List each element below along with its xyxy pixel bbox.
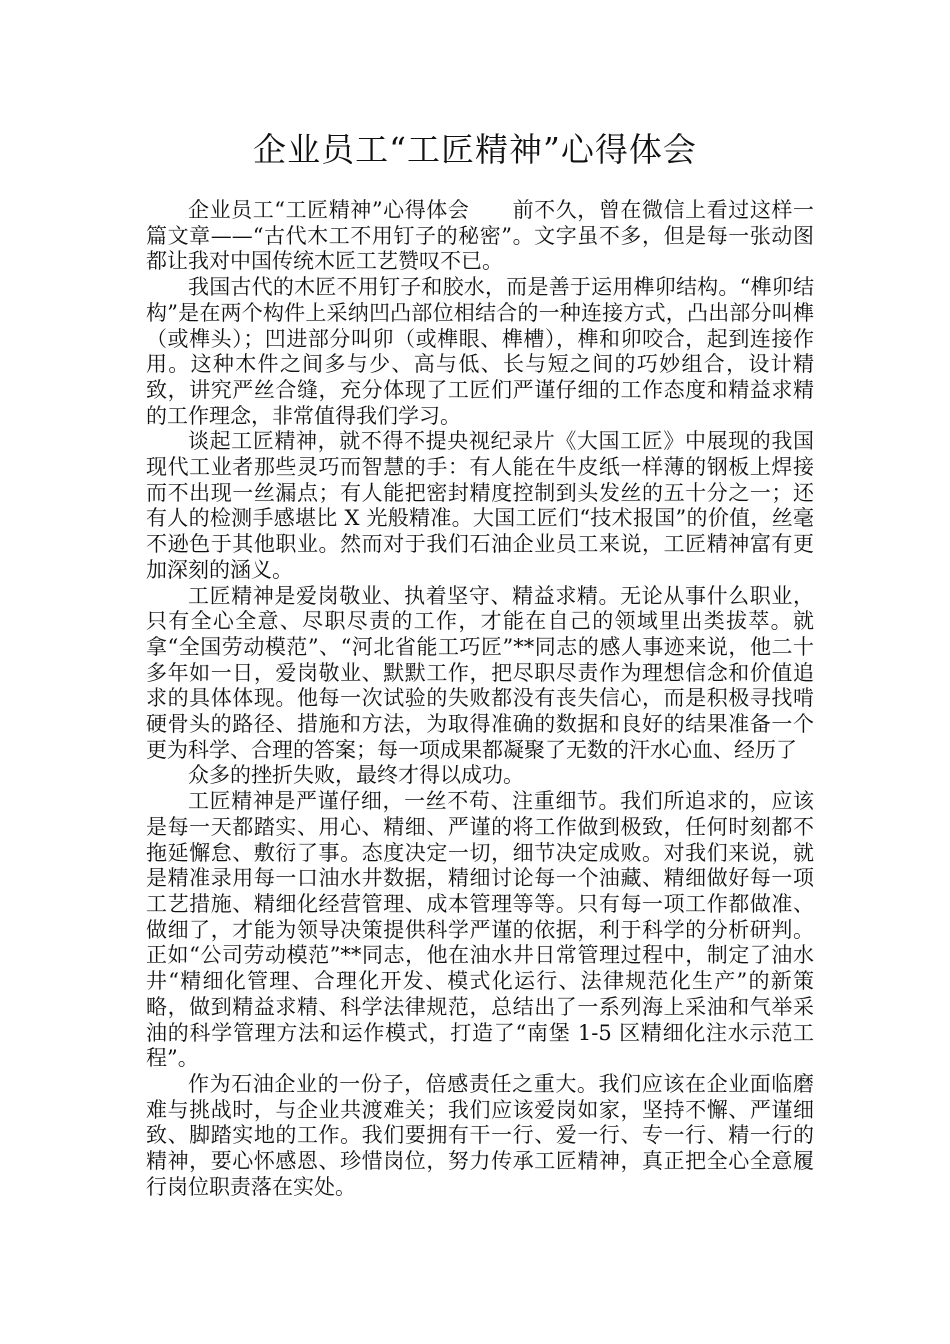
paragraph-3: 谈起工匠精神，就不得不提央视纪录片《大国工匠》中展现的我国现代工业者那些灵巧而智慧的手：有人能在牛皮纸一样薄的钢板上焊接而不出现一丝漏点；有人能把密封精度控制到头发丝的五十分之一；还有人的检测手感堪比 X 光般精准。大国工匠们“技术报国”的价值，丝毫不逊色于其他职业。然而对于我们石油企业员工来说，工匠精神富有更加深刻的涵义。 — [146, 429, 814, 582]
paragraph-5: 众多的挫折失败，最终才得以成功。 — [188, 763, 524, 788]
paragraph-4: 工匠精神是爱岗敬业、执着坚守、精益求精。无论从事什么职业，只有全心全意、尽职尽责的工作，才能在自己的领域里出类拔萃。就拿“全国劳动模范”、“河北省能工巧匠”**同志的感人事迹来说，他二十多年如一日，爱岗敬业、默默工作，把尽职尽责作为理想信念和价值追求的具体体现。他每一次试验的失败都没有丧失信心，而是积极寻找啃硬骨头的路径、措施和方法，为取得准确的数据和良好的结果准备一个更为科学、合理的答案；每一项成果都凝聚了无数的汗水心血、经历了 — [146, 583, 814, 762]
document-title: 企业员工“工匠精神”心得体会 — [253, 130, 697, 169]
paragraph-1: 企业员工“工匠精神”心得体会 前不久，曾在微信上看过这样一篇文章——“古代木工不用钉子的秘密”。文字虽不多，但是每一张动图都让我对中国传统木匠工艺赞叹不已。 — [146, 198, 814, 274]
paragraph-7: 作为石油企业的一份子，倍感责任之重大。我们应该在企业面临磨难与挑战时，与企业共渡难关；我们应该爱岗如家，坚持不懈、严谨细致、脚踏实地的工作。我们要拥有干一行、爱一行、专一行、精一行的精神，要心怀感恩、珍惜岗位，努力传承工匠精神，真正把全心全意履行岗位职责落在实处。 — [146, 1071, 814, 1199]
paragraph-2: 我国古代的木匠不用钉子和胶水，而是善于运用榫卯结构。“榫卯结构”是在两个构件上采纳凹凸部位相结合的一种连接方式，凸出部分叫榫（或榫头）；凹进部分叫卯（或榫眼、榫槽），榫和卯咬合，起到连接作用。这种木件之间多与少、高与低、长与短之间的巧妙组合，设计精致，讲究严丝合缝，充分体现了工匠们严谨仔细的工作态度和精益求精的工作理念，非常值得我们学习。 — [146, 275, 814, 428]
document-body — [146, 198, 814, 1200]
paragraph-6: 工匠精神是严谨仔细，一丝不苟、注重细节。我们所追求的，应该是每一天都踏实、用心、精细、严谨的将工作做到极致，任何时刻都不拖延懈怠、敷衍了事。态度决定一切，细节决定成败。对我们来说，就是精准录用每一口油水井数据，精细讨论每一个油藏、精细做好每一项工艺措施、精细化经营管理、成本管理等等。只有每一项工作都做准、做细了，才能为领导决策提供科学严谨的依据，利于科学的分析研判。正如“公司劳动模范”**同志，他在油水井日常管理过程中，制定了油水井“精细化管理、合理化开发、模式化运行、法律规范化生产”的新策略，做到精益求精、科学法律规范，总结出了一系列海上采油和气举采油的科学管理方法和运作模式，打造了“南堡 1-5 区精细化注水示范工程”。 — [146, 789, 814, 1071]
